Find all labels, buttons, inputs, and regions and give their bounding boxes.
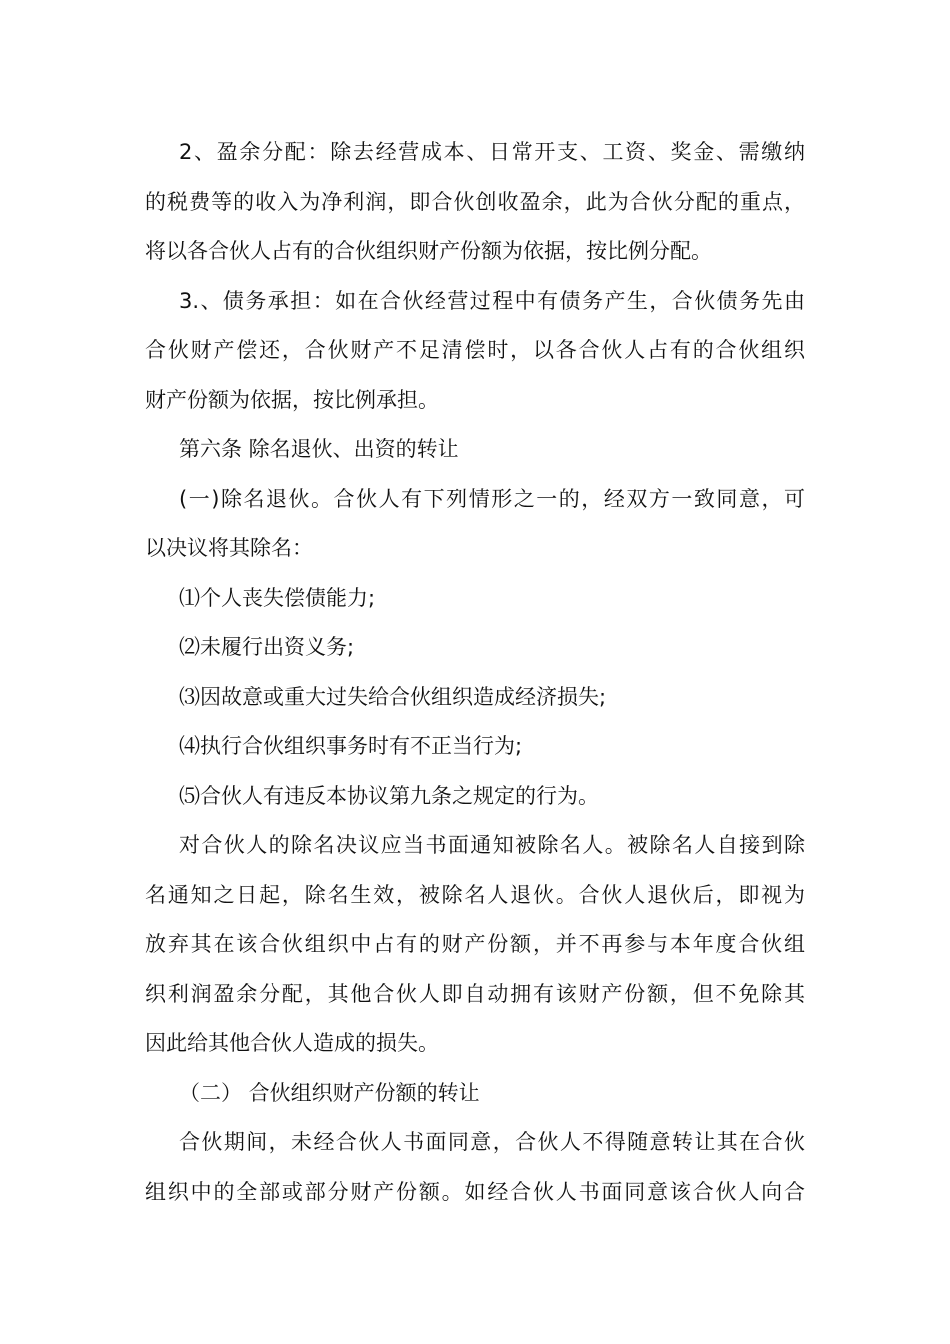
paragraph-line: 财产份额为依据，按比例承担。: [145, 387, 439, 412]
paragraph-line: 以决议将其除名：: [145, 536, 313, 560]
paragraph-line: 因此给其他合伙人造成的损失。: [145, 1031, 439, 1055]
section-heading: （二） 合伙组织财产份额的转让: [179, 1080, 480, 1105]
list-item: ⑵未履行出资义务;: [179, 635, 355, 659]
document-body: [145, 128, 805, 1217]
paragraph-line: 放弃其在该合伙组织中占有的财产份额，并不再参与本年度合伙组: [145, 932, 805, 956]
paragraph-line: 对合伙人的除名决议应当书面通知被除名人。被除名人自接到除: [179, 833, 805, 857]
list-item: ⑶因故意或重大过失给合伙组织造成经济损失;: [179, 684, 607, 709]
paragraph-line: 的税费等的收入为净利润，即合伙创收盈余，此为合伙分配的重点，: [145, 189, 805, 214]
paragraph-line: 3.、债务承担：如在合伙经营过程中有债务产生，合伙债务先由: [179, 288, 805, 313]
paragraph-line: (一)除名退伙。合伙人有下列情形之一的，经双方一致同意，可: [179, 486, 805, 511]
paragraph-line: 合伙期间，未经合伙人书面同意，合伙人不得随意转让其在合伙: [179, 1130, 805, 1154]
list-item: ⑴个人丧失偿债能力;: [179, 585, 376, 610]
paragraph-line: 名通知之日起，除名生效，被除名人退伙。合伙人退伙后，即视为: [145, 882, 805, 907]
paragraph-line: 2、盈余分配：除去经营成本、日常开支、工资、奖金、需缴纳: [179, 140, 805, 164]
list-item: ⑸合伙人有违反本协议第九条之规定的行为。: [179, 783, 599, 808]
section-heading: 第六条 除名退伙、出资的转让: [179, 437, 459, 461]
paragraph-line: 将以各合伙人占有的合伙组织财产份额为依据，按比例分配。: [145, 239, 712, 263]
paragraph-line: 织利润盈余分配，其他合伙人即自动拥有该财产份额，但不免除其: [145, 981, 805, 1006]
paragraph-line: 合伙财产偿还，合伙财产不足清偿时，以各合伙人占有的合伙组织: [145, 338, 805, 362]
paragraph-line: 组织中的全部或部分财产份额。如经合伙人书面同意该合伙人向合: [145, 1179, 805, 1204]
list-item: ⑷执行合伙组织事务时有不正当行为;: [179, 734, 523, 758]
